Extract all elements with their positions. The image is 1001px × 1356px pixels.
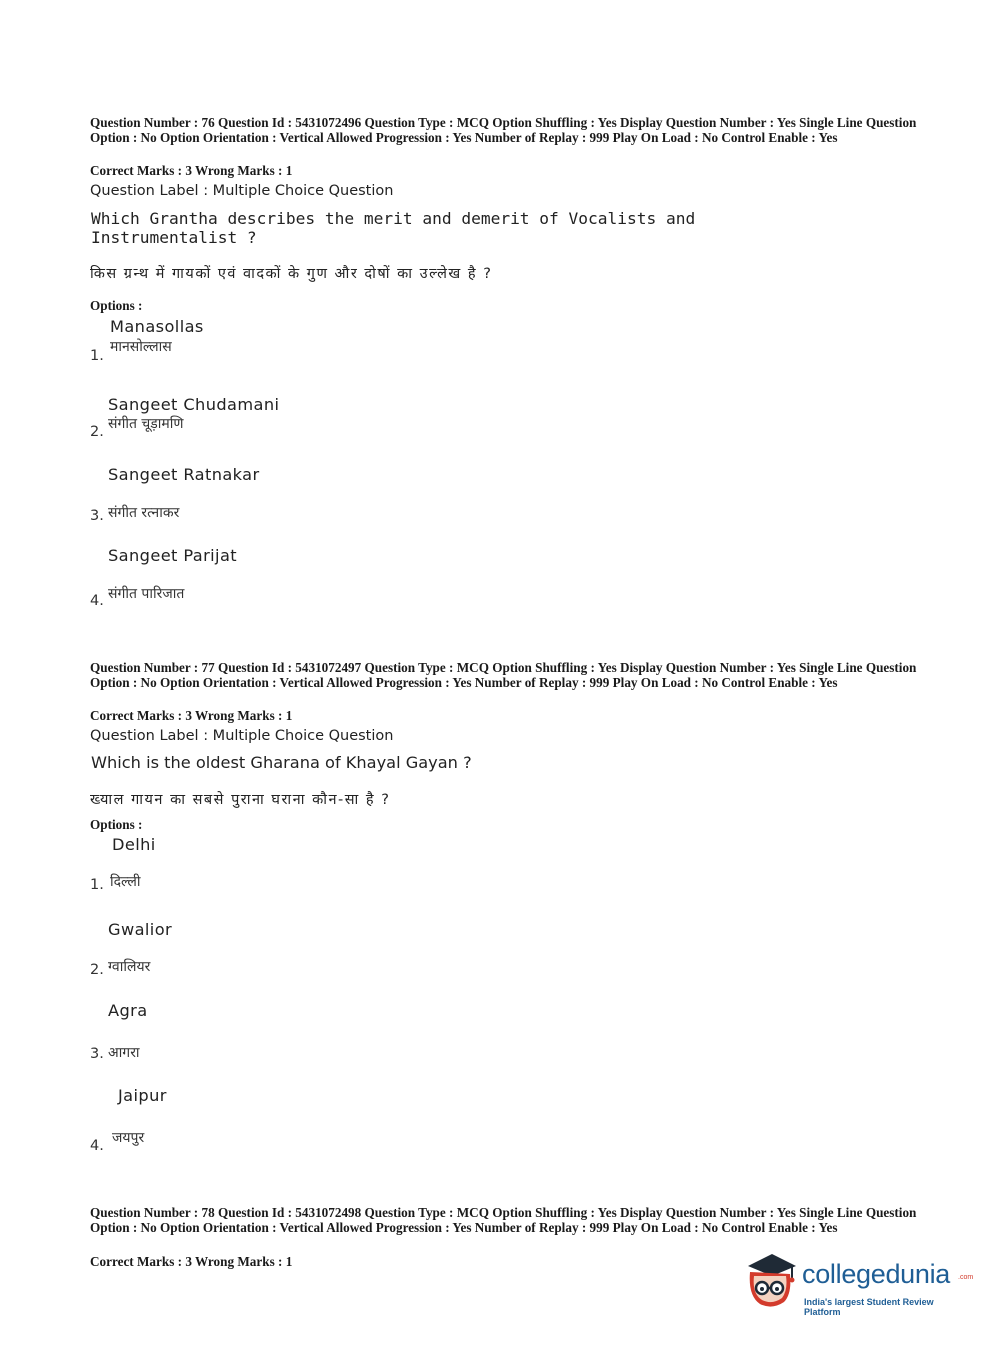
q77-option-4-en[interactable]: Jaipur bbox=[118, 1086, 167, 1105]
q77-option-1-number: 1. bbox=[90, 877, 104, 893]
q78-meta: Question Number : 78 Question Id : 5431072498 Question Type : MCQ Option Shuffling : Yes Display Question Number : Yes Single Line Question Option : No Option Orientation : Vertical Allowed Progression : Yes Number of Replay : 999 Play On Load : No Control Enable : Yes bbox=[90, 1205, 917, 1235]
q76-options-heading: Options : bbox=[90, 298, 143, 313]
q77-label: Question Label : Multiple Choice Question bbox=[90, 728, 394, 744]
q77-option-3-hi[interactable]: आगरा bbox=[108, 1045, 140, 1061]
q76-option-4-en[interactable]: Sangeet Parijat bbox=[108, 546, 238, 565]
q76-option-1-hi[interactable]: मानसोल्लास bbox=[110, 339, 172, 355]
collegedunia-logo bbox=[742, 1250, 972, 1316]
q77-text-hi: ख्याल गायन का सबसे पुराना घराना कौन-सा है ? bbox=[90, 792, 391, 808]
q77-meta: Question Number : 77 Question Id : 5431072497 Question Type : MCQ Option Shuffling : Yes Display Question Number : Yes Single Line Question Option : No Option Orientation : Vertical Allowed Progression : Yes Number of Replay : 999 Play On Load : No Control Enable : Yes bbox=[90, 660, 917, 690]
q76-option-2-number: 2. bbox=[90, 424, 104, 440]
q77-option-1-en[interactable]: Delhi bbox=[112, 835, 156, 854]
logo-wordmark: collegedunia bbox=[802, 1259, 951, 1289]
q76-option-4-hi[interactable]: संगीत पारिजात bbox=[108, 586, 185, 602]
logo-domain-suffix: .com bbox=[958, 1274, 974, 1281]
q77-option-3-en[interactable]: Agra bbox=[108, 1001, 148, 1020]
q77-option-1-hi[interactable]: दिल्ली bbox=[110, 874, 141, 890]
q76-option-2-en[interactable]: Sangeet Chudamani bbox=[108, 395, 280, 414]
q76-option-1-en[interactable]: Manasollas bbox=[110, 317, 204, 336]
q76-marks: Correct Marks : 3 Wrong Marks : 1 bbox=[90, 163, 293, 178]
q76-option-4-number: 4. bbox=[90, 593, 104, 609]
q77-option-3-number: 3. bbox=[90, 1046, 104, 1062]
q76-option-2-hi[interactable]: संगीत चूड़ामणि bbox=[108, 416, 184, 432]
q76-option-3-en[interactable]: Sangeet Ratnakar bbox=[108, 465, 260, 484]
q77-option-2-en[interactable]: Gwalior bbox=[108, 920, 173, 939]
q77-option-4-hi[interactable]: जयपुर bbox=[112, 1130, 145, 1146]
q77-option-4-number: 4. bbox=[90, 1138, 104, 1154]
q76-option-1-number: 1. bbox=[90, 348, 104, 364]
q76-meta: Question Number : 76 Question Id : 5431072496 Question Type : MCQ Option Shuffling : Yes Display Question Number : Yes Single Line Question Option : No Option Orientation : Vertical Allowed Progression : Yes Number of Replay : 999 Play On Load : No Control Enable : Yes bbox=[90, 115, 917, 145]
q76-option-3-hi[interactable]: संगीत रत्नाकर bbox=[108, 505, 180, 521]
q76-option-3-number: 3. bbox=[90, 508, 104, 524]
q77-option-2-hi[interactable]: ग्वालियर bbox=[108, 959, 151, 975]
q77-marks: Correct Marks : 3 Wrong Marks : 1 bbox=[90, 708, 293, 723]
q76-text-en: Which Grantha describes the merit and demerit of Vocalists and Instrumentalist ? bbox=[91, 209, 696, 247]
graduate-mascot-icon bbox=[742, 1250, 800, 1312]
q77-options-heading: Options : bbox=[90, 817, 143, 832]
q76-label: Question Label : Multiple Choice Question bbox=[90, 183, 394, 199]
q76-text-hi: किस ग्रन्थ में गायकों एवं वादकों के गुण और दोषों का उल्लेख है ? bbox=[90, 266, 493, 282]
logo-tagline: India's largest Student Review Platform bbox=[804, 1297, 934, 1317]
q78-marks: Correct Marks : 3 Wrong Marks : 1 bbox=[90, 1254, 293, 1269]
q77-text-en: Which is the oldest Gharana of Khayal Gayan ? bbox=[91, 753, 472, 772]
q77-option-2-number: 2. bbox=[90, 962, 104, 978]
